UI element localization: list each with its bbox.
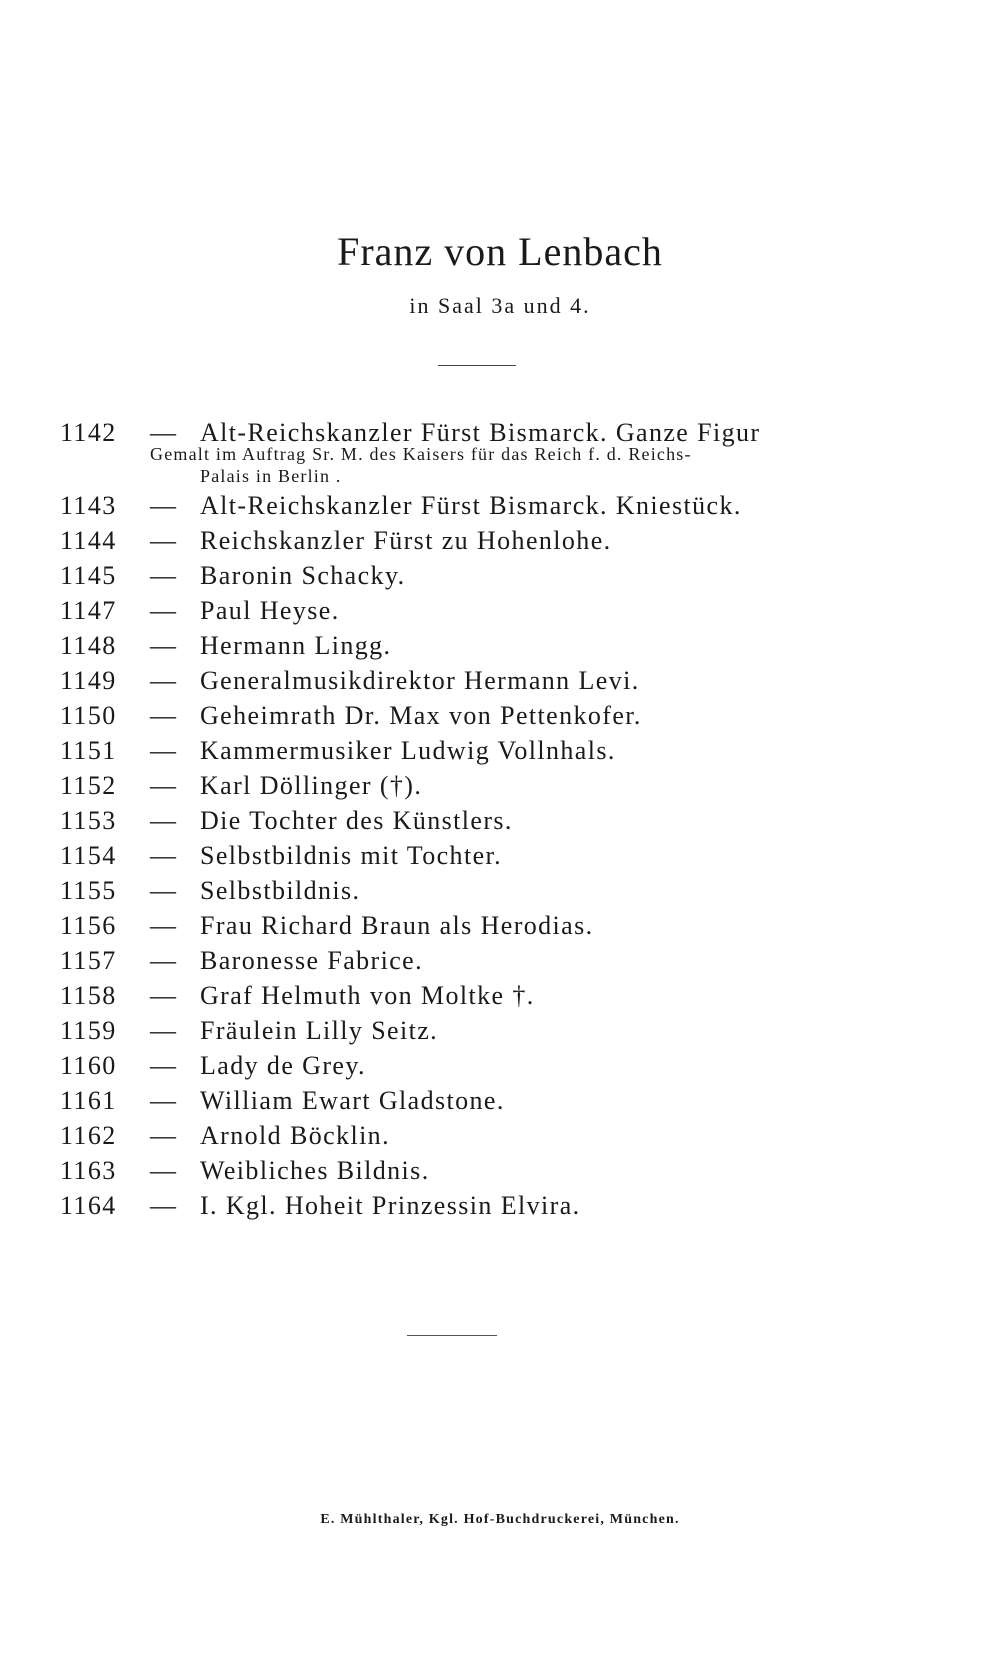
entry-number: 1158 <box>60 981 117 1010</box>
entry-number: 1160 <box>60 1051 117 1080</box>
entry-dash: — <box>150 596 178 625</box>
list-item <box>0 701 1000 736</box>
list-item <box>0 561 1000 596</box>
entry-dash: — <box>150 911 178 940</box>
entry-dash: — <box>150 771 178 800</box>
entry-title: Lady de Grey. <box>200 1051 366 1080</box>
entry-dash: — <box>150 1051 178 1080</box>
entry-title: Geheimrath Dr. Max von Pettenkofer. <box>200 701 642 730</box>
list-item <box>0 1156 1000 1191</box>
entry-title: Karl Döllinger (†). <box>200 771 423 800</box>
entry-number: 1149 <box>60 666 117 695</box>
entry-dash: — <box>150 1121 178 1150</box>
entry-title: Selbstbildnis mit Tochter. <box>200 841 503 870</box>
page-subtitle: in Saal 3a und 4. <box>409 293 591 318</box>
catalog-list <box>0 418 1000 1226</box>
list-item <box>0 1086 1000 1121</box>
list-item <box>0 1191 1000 1226</box>
list-item <box>0 911 1000 946</box>
entry-title: Die Tochter des Künstlers. <box>200 806 513 835</box>
list-item <box>0 736 1000 771</box>
entry-title: Alt-Reichskanzler Fürst Bismarck. Kniestück. <box>200 491 742 520</box>
entry-number: 1156 <box>60 911 117 940</box>
entry-dash: — <box>150 841 178 870</box>
entry-title: Fräulein Lilly Seitz. <box>200 1016 439 1045</box>
entry-number: 1145 <box>60 561 117 590</box>
entry-title: I. Kgl. Hoheit Prinzessin Elvira. <box>200 1191 581 1220</box>
entry-number: 1154 <box>60 841 117 870</box>
entry-dash: — <box>150 418 178 447</box>
entry-number: 1148 <box>60 631 117 660</box>
entry-number: 1147 <box>60 596 117 625</box>
entry-number: 1159 <box>60 1016 117 1045</box>
entry-dash: — <box>150 876 178 905</box>
list-item <box>0 491 1000 526</box>
entry-title: Weibliches Bildnis. <box>200 1156 430 1185</box>
printer-imprint: E. Mühlthaler, Kgl. Hof-Buchdruckerei, München. <box>320 1512 680 1527</box>
entry-title: William Ewart Gladstone. <box>200 1086 505 1115</box>
entry-dash: — <box>150 491 178 520</box>
entry-note-line: Gemalt im Auftrag Sr. M. des Kaisers für das Reich f. d. Reichs- <box>150 444 692 464</box>
entry-number: 1151 <box>60 736 117 765</box>
entry-title: Kammermusiker Ludwig Vollnhals. <box>200 736 616 765</box>
entry-dash: — <box>150 1156 178 1185</box>
entry-number: 1143 <box>60 491 117 520</box>
entry-dash: — <box>150 1086 178 1115</box>
entry-title: Baronesse Fabrice. <box>200 946 424 975</box>
entry-number: 1153 <box>60 806 117 835</box>
entry-title: Arnold Böcklin. <box>200 1121 390 1150</box>
entry-dash: — <box>150 526 178 555</box>
entry-dash: — <box>150 666 178 695</box>
entry-number: 1163 <box>60 1156 117 1185</box>
entry-dash: — <box>150 561 178 590</box>
entry-number: 1164 <box>60 1191 117 1220</box>
list-item <box>0 1051 1000 1086</box>
entry-dash: — <box>150 946 178 975</box>
entry-number: 1152 <box>60 771 117 800</box>
list-item <box>0 806 1000 841</box>
entry-dash: — <box>150 981 178 1010</box>
page-title: Franz von Lenbach <box>337 229 663 274</box>
entry-number: 1157 <box>60 946 117 975</box>
entry-dash: — <box>150 1016 178 1045</box>
list-item <box>0 526 1000 561</box>
entry-dash: — <box>150 631 178 660</box>
entry-title: Paul Heyse. <box>200 596 340 625</box>
entry-dash: — <box>150 736 178 765</box>
top-divider <box>438 365 516 366</box>
entry-title: Hermann Lingg. <box>200 631 392 660</box>
entry-number: 1155 <box>60 876 117 905</box>
list-item <box>0 841 1000 876</box>
entry-number: 1150 <box>60 701 117 730</box>
entry-number: 1144 <box>60 526 117 555</box>
list-item <box>0 876 1000 911</box>
entry-title: Reichskanzler Fürst zu Hohenlohe. <box>200 526 612 555</box>
entry-title: Baronin Schacky. <box>200 561 406 590</box>
entry-note <box>150 443 890 487</box>
entry-number: 1142 <box>60 418 117 447</box>
list-item <box>0 946 1000 981</box>
entry-note-line: Palais in Berlin . <box>200 466 342 486</box>
list-item <box>0 1121 1000 1156</box>
entry-dash: — <box>150 1191 178 1220</box>
entry-dash: — <box>150 806 178 835</box>
list-item <box>0 981 1000 1016</box>
list-item <box>0 596 1000 631</box>
bottom-divider <box>407 1335 497 1336</box>
entry-title: Alt-Reichskanzler Fürst Bismarck. Ganze Figur <box>200 418 761 447</box>
entry-dash: — <box>150 701 178 730</box>
list-item <box>0 771 1000 806</box>
list-item <box>0 631 1000 666</box>
entry-title: Graf Helmuth von Moltke †. <box>200 981 535 1010</box>
entry-number: 1162 <box>60 1121 117 1150</box>
entry-number: 1161 <box>60 1086 117 1115</box>
entry-title: Frau Richard Braun als Herodias. <box>200 911 594 940</box>
entry-title: Selbstbildnis. <box>200 876 361 905</box>
entry-title: Generalmusikdirektor Hermann Levi. <box>200 666 640 695</box>
list-item <box>0 666 1000 701</box>
list-item <box>0 1016 1000 1051</box>
